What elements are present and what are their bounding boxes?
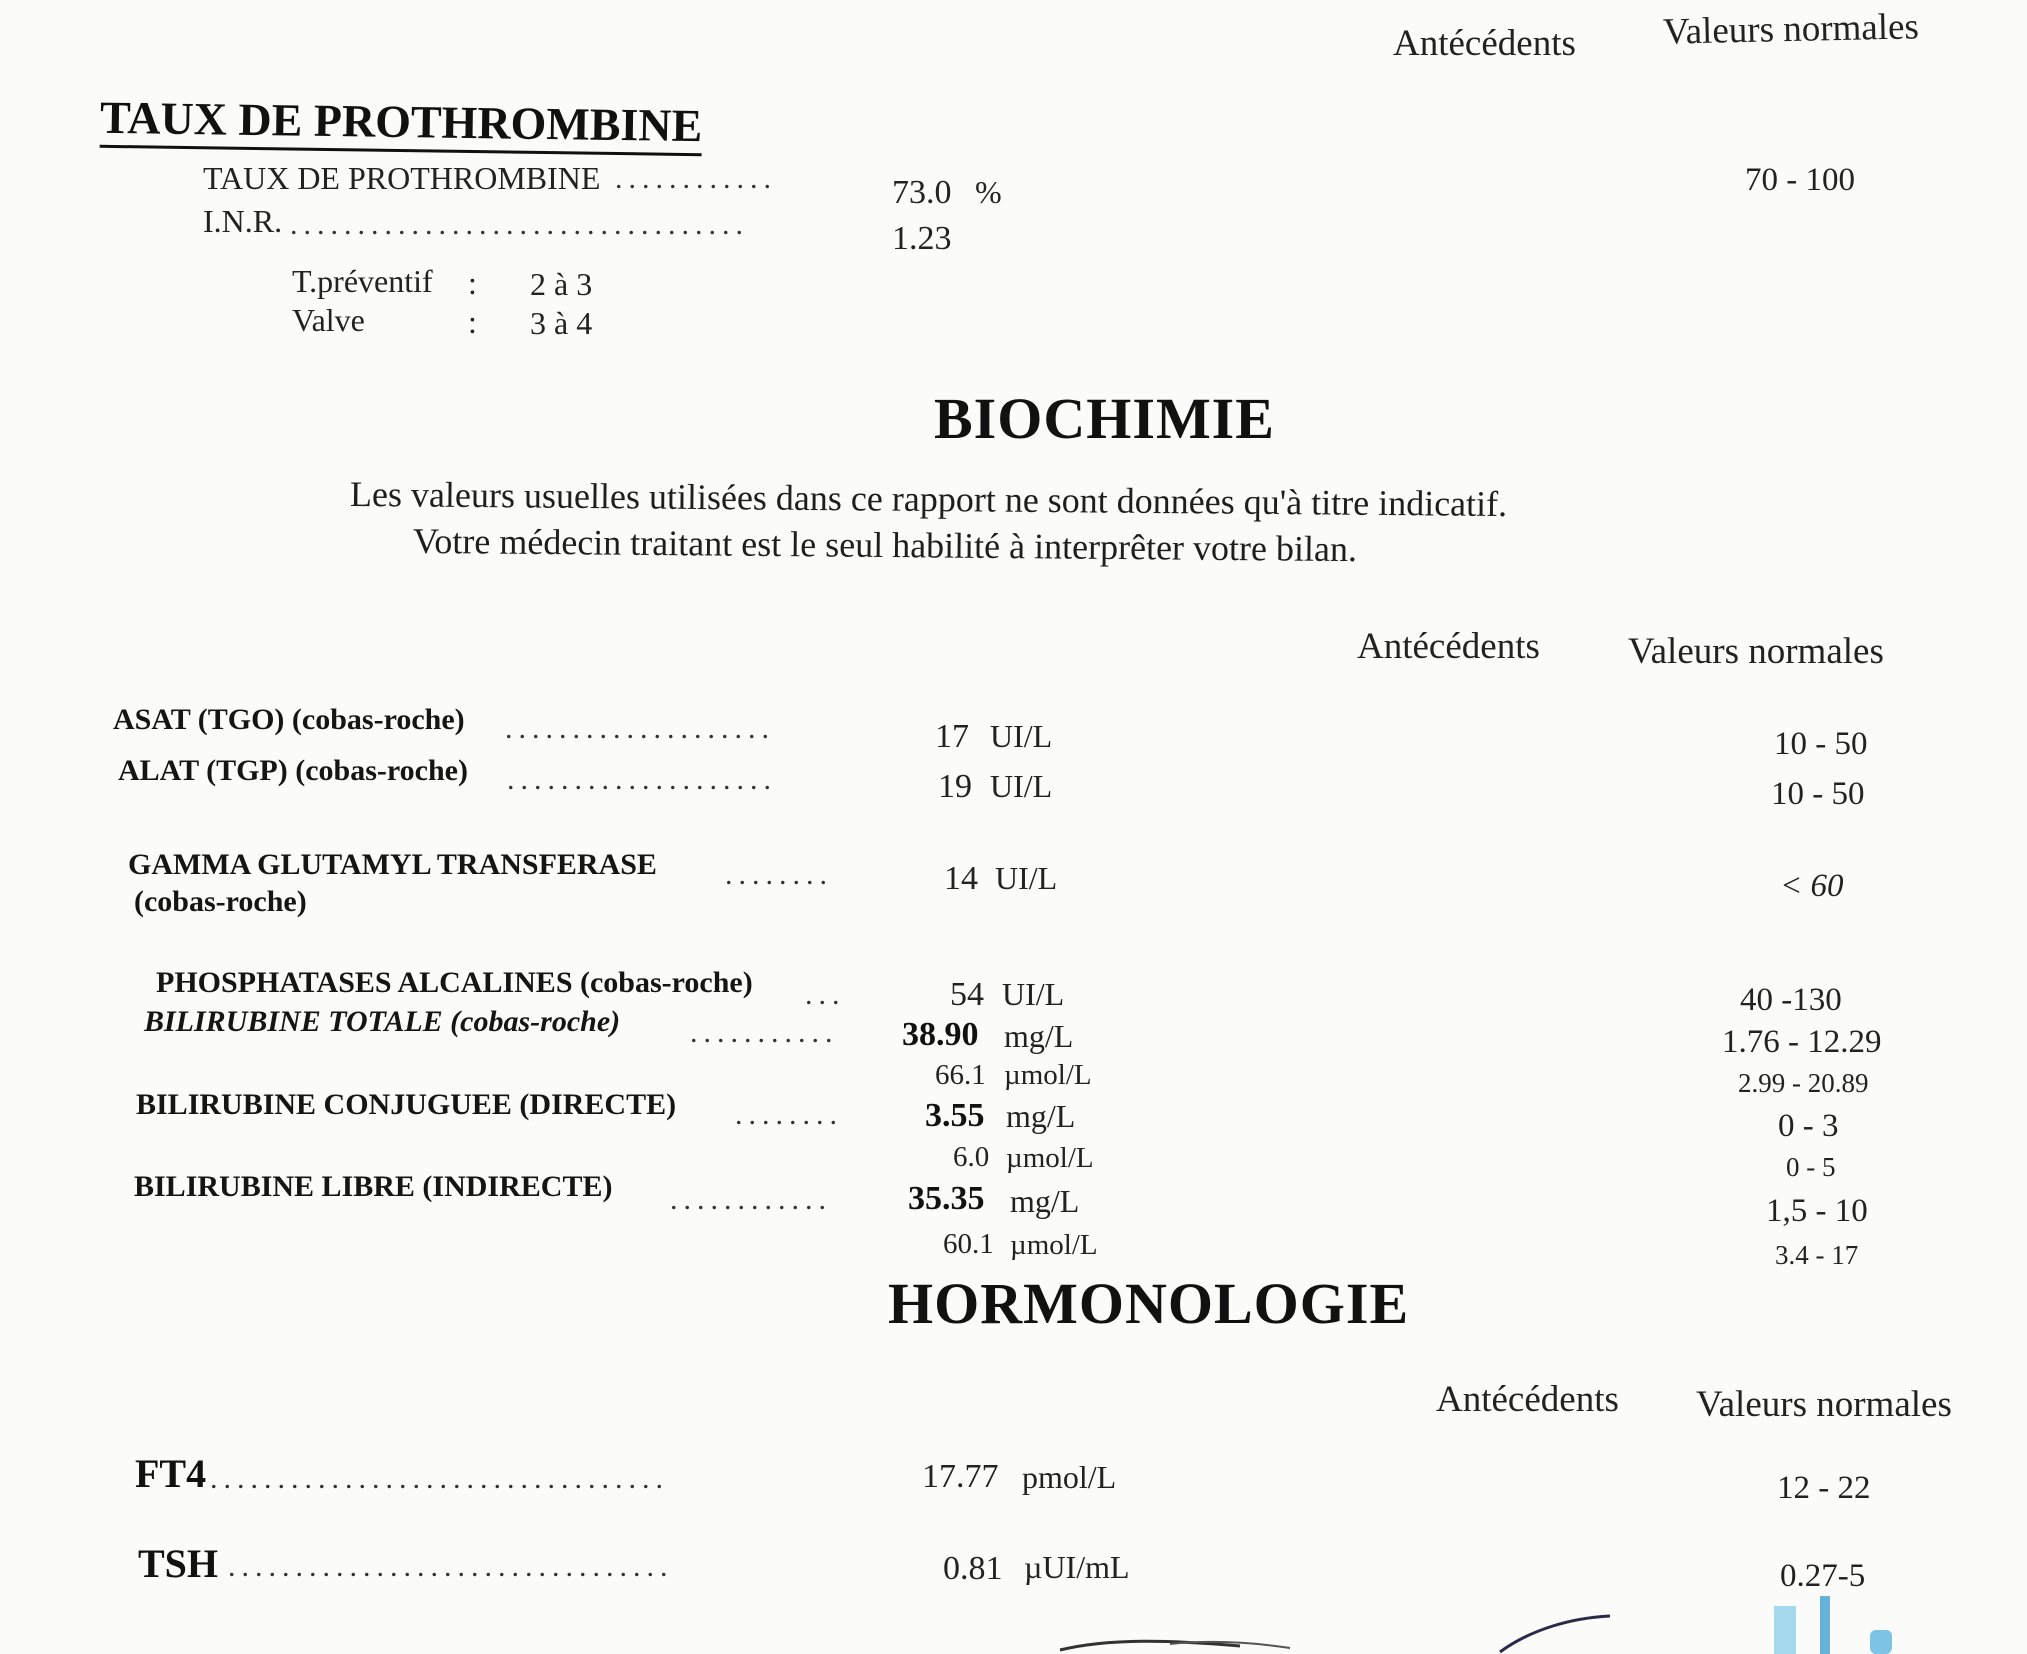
bili-total-ref: 1.76 - 12.29 <box>1722 1024 1882 1060</box>
bili-direct-label: BILIRUBINE CONJUGUEE (DIRECTE) <box>136 1088 677 1121</box>
header-normal-values: Valeurs normales <box>1696 1384 1952 1425</box>
inr-target-sep: : <box>468 265 477 301</box>
ggt-unit: UI/L <box>995 860 1058 896</box>
inr-label: I.N.R. <box>203 203 283 239</box>
bili-total-label: BILIRUBINE TOTALE (cobas-roche) <box>144 1005 621 1038</box>
alat-value: 19 <box>938 768 972 805</box>
bili-total-ref-si: 2.99 - 20.89 <box>1738 1068 1869 1098</box>
ggt-value: 14 <box>944 860 978 897</box>
tsh-label: TSH <box>138 1541 219 1586</box>
tsh-ref: 0.27-5 <box>1780 1558 1866 1594</box>
dot-leader: ............ <box>615 162 777 195</box>
bili-indirect-label: BILIRUBINE LIBRE (INDIRECTE) <box>134 1170 613 1203</box>
dot-leader: ... <box>805 978 846 1011</box>
alp-unit: UI/L <box>1002 976 1065 1012</box>
alp-label: PHOSPHATASES ALCALINES (cobas-roche) <box>156 966 753 999</box>
prothrombin-unit: % <box>975 174 1002 210</box>
bili-indirect-unit-si: µmol/L <box>1010 1229 1098 1261</box>
disclaimer-line-2: Votre médecin traitant est le seul habilité à interprêter votre bilan. <box>412 520 1358 570</box>
dot-leader: ................................. <box>228 1550 674 1583</box>
hormonologie-title: HORMONOLOGIE <box>888 1271 1410 1336</box>
ggt-ref: < 60 <box>1780 868 1844 904</box>
asat-value: 17 <box>935 718 969 755</box>
bili-direct-value-si: 6.0 <box>953 1141 990 1173</box>
stamp-icon <box>1760 1590 1900 1654</box>
bili-total-unit: mg/L <box>1004 1018 1074 1054</box>
bili-indirect-ref: 1,5 - 10 <box>1766 1193 1868 1229</box>
bili-indirect-ref-si: 3.4 - 17 <box>1775 1240 1859 1270</box>
alp-ref: 40 -130 <box>1740 982 1842 1018</box>
bili-direct-ref-si: 0 - 5 <box>1786 1152 1836 1182</box>
dot-leader: ............ <box>670 1183 832 1216</box>
bili-total-unit-si: µmol/L <box>1004 1059 1092 1091</box>
prothrombin-value: 73.0 <box>892 174 952 211</box>
dot-leader: .................................. <box>210 1462 669 1495</box>
inr-target-sep: : <box>468 304 477 340</box>
signature-icon <box>1050 1610 1610 1654</box>
inr-target-range: 3 à 4 <box>530 305 593 341</box>
inr-target-label: T.préventif <box>292 263 433 299</box>
asat-label: ASAT (TGO) (cobas-roche) <box>113 703 465 736</box>
ggt-label-sub: (cobas-roche) <box>134 885 307 918</box>
inr-target-label: Valve <box>292 302 365 338</box>
dot-leader: .................... <box>507 763 777 796</box>
bili-direct-unit: mg/L <box>1006 1098 1076 1134</box>
inr-target-range: 2 à 3 <box>530 266 593 302</box>
ft4-label: FT4 <box>135 1451 207 1496</box>
alat-unit: UI/L <box>990 768 1053 804</box>
disclaimer-line-1: Les valeurs usuelles utilisées dans ce rapport ne sont données qu'à titre indicatif. <box>349 473 1508 525</box>
header-normal-values: Valeurs normales <box>1662 6 1920 53</box>
inr-value: 1.23 <box>892 220 952 257</box>
bili-direct-unit-si: µmol/L <box>1006 1142 1094 1174</box>
dot-leader: .................................. <box>290 208 749 241</box>
ft4-ref: 12 - 22 <box>1777 1470 1871 1506</box>
header-history: Antécédents <box>1393 23 1576 64</box>
tsh-value: 0.81 <box>943 1550 1003 1587</box>
bili-direct-value: 3.55 <box>925 1097 985 1134</box>
biochimie-title: BIOCHIMIE <box>934 386 1275 451</box>
dot-leader: ........ <box>725 858 833 891</box>
bili-indirect-value-si: 60.1 <box>943 1228 994 1260</box>
prothrombin-label: TAUX DE PROTHROMBINE <box>203 160 601 196</box>
ft4-value: 17.77 <box>922 1458 999 1495</box>
alat-label: ALAT (TGP) (cobas-roche) <box>118 754 468 787</box>
prothrombin-ref: 70 - 100 <box>1745 162 1855 198</box>
dot-leader: ........... <box>690 1016 839 1049</box>
bili-indirect-unit: mg/L <box>1010 1183 1080 1219</box>
dot-leader: ........ <box>735 1098 843 1131</box>
ggt-label: GAMMA GLUTAMYL TRANSFERASE <box>128 848 657 881</box>
header-history: Antécédents <box>1357 626 1540 667</box>
dot-leader: .................... <box>505 712 775 745</box>
ft4-unit: pmol/L <box>1022 1459 1117 1495</box>
tsh-unit: µUI/mL <box>1024 1549 1130 1585</box>
bili-total-value-si: 66.1 <box>935 1059 986 1091</box>
header-history: Antécédents <box>1436 1379 1619 1420</box>
alp-value: 54 <box>950 976 984 1013</box>
alat-ref: 10 - 50 <box>1771 776 1865 812</box>
asat-unit: UI/L <box>990 718 1053 754</box>
asat-ref: 10 - 50 <box>1774 726 1868 762</box>
bili-total-value: 38.90 <box>902 1016 979 1053</box>
prothrombin-title: TAUX DE PROTHROMBINE <box>100 91 703 156</box>
header-normal-values: Valeurs normales <box>1628 631 1884 672</box>
bili-direct-ref: 0 - 3 <box>1778 1108 1839 1144</box>
bili-indirect-value: 35.35 <box>908 1180 985 1217</box>
